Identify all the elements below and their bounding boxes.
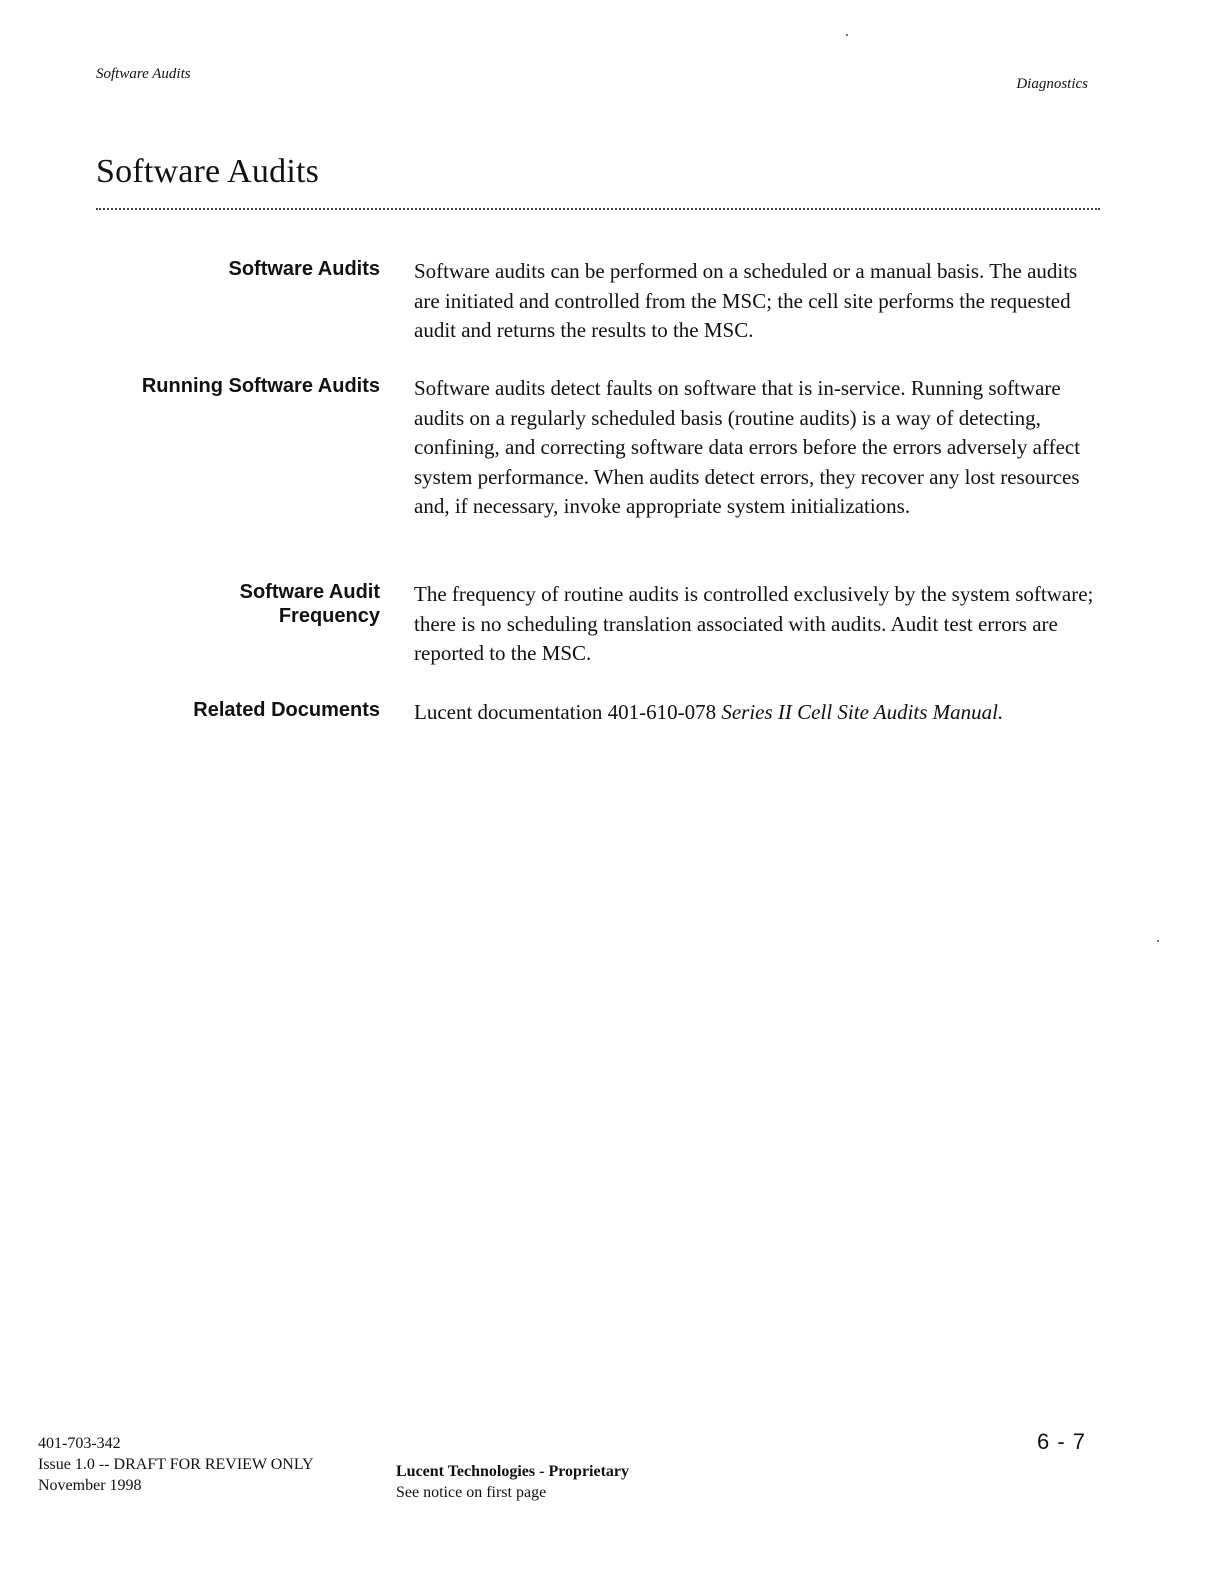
section-label: Related Documents	[193, 699, 380, 721]
page-number: 6 - 7	[1037, 1429, 1087, 1454]
title-divider	[96, 208, 1100, 210]
section-label: Software Audit Frequency	[239, 581, 380, 627]
section-body: Software audits detect faults on software that is in-service. Running software audits on a regularly scheduled basis (routine audits) is a way of detecting, confining, and correcting software data errors before the errors adversely affect system performance. When audits detect errors, they recover any lost resources and, if necessary, invoke appropriate system initializations.	[414, 376, 1081, 518]
related-doc-text: Lucent documentation 401-610-078	[414, 700, 722, 724]
section-body: The frequency of routine audits is controlled exclusively by the system software; there is no scheduling translation associated with audits. Audit test errors are reported to the MSC.	[414, 582, 1094, 665]
footer-notice: See notice on first page	[396, 1484, 547, 1501]
footer-proprietary-notice	[396, 1461, 629, 1503]
section-body	[414, 698, 1094, 728]
footer-doc-number: 401-703-342	[38, 1435, 121, 1452]
section-body: Software audits can be performed on a scheduled or a manual basis. The audits are initiated and controlled from the MSC; the cell site performs the requested audit and returns the results to the MSC.	[414, 259, 1078, 342]
section-label: Running Software Audits	[141, 375, 380, 397]
scan-speck	[1157, 940, 1159, 942]
footer-issue: Issue 1.0 -- DRAFT FOR REVIEW ONLY	[38, 1456, 314, 1473]
footer-document-info	[38, 1433, 314, 1496]
page-title: Software Audits	[96, 153, 320, 190]
section-label: Software Audits	[228, 258, 380, 280]
footer-company: Lucent Technologies - Proprietary	[396, 1463, 630, 1480]
related-doc-title: Series II Cell Site Audits Manual.	[721, 700, 1004, 724]
running-header-left: Software Audits	[96, 66, 191, 82]
running-header-right: Diagnostics	[1016, 76, 1088, 92]
footer-date: November 1998	[38, 1477, 142, 1494]
scan-speck	[846, 34, 848, 36]
